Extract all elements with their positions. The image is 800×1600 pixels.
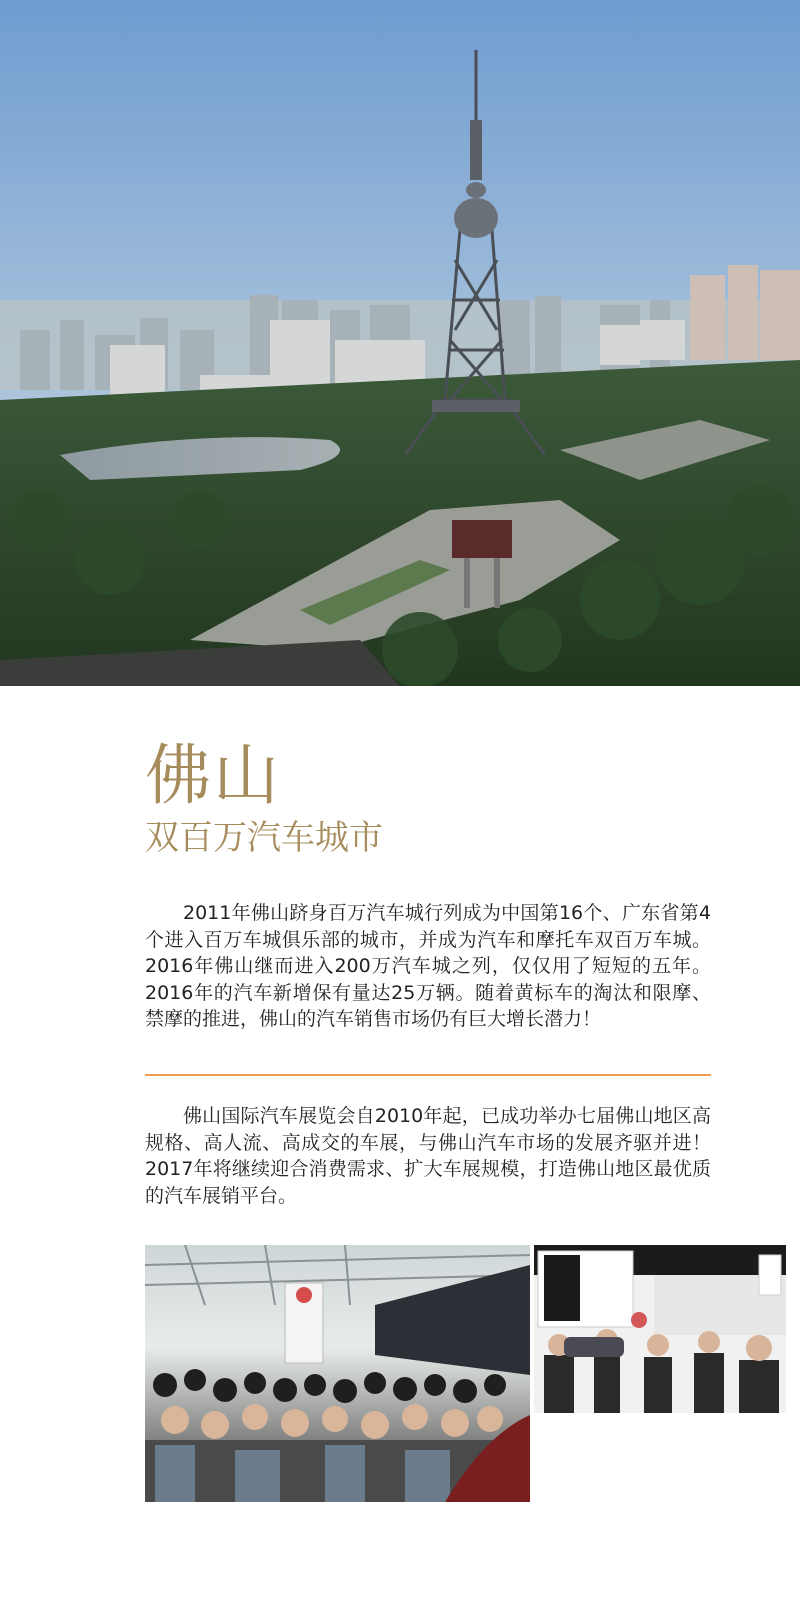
car-booth-image — [534, 1245, 786, 1413]
foshan-skyline-image — [0, 0, 800, 686]
auto-show-paragraph: 佛山国际汽车展览会自2010年起，已成功举办七届佛山地区高规格、高人流、高成交的车展，与佛山汽车市场的发展齐驱并进！2017年将继续迎合消费需求、扩大车展规模，打造佛山地区最优质的汽车展销平台。 — [145, 1105, 711, 1207]
section-divider — [145, 1074, 711, 1076]
page-title: 佛山 — [145, 737, 281, 814]
auto-show-booth-photo — [534, 1245, 786, 1413]
hero-photo — [0, 0, 800, 686]
exhibition-hall-image — [145, 1245, 530, 1502]
page-subtitle: 双百万汽车城市 — [145, 818, 383, 858]
auto-show-crowd-photo — [145, 1245, 530, 1502]
intro-paragraph: 2011年佛山跻身百万汽车城行列成为中国第16个、广东省第4个进入百万车城俱乐部的城市，并成为汽车和摩托车双百万车城。2016年佛山继而进入200万汽车城之列，仅仅用了短短的五年。2016年的汽车新增保有量达25万辆。随着黄标车的淘汰和限摩、禁摩的推进，佛山的汽车销售市场仍有巨大增长潜力！ — [145, 902, 711, 1030]
